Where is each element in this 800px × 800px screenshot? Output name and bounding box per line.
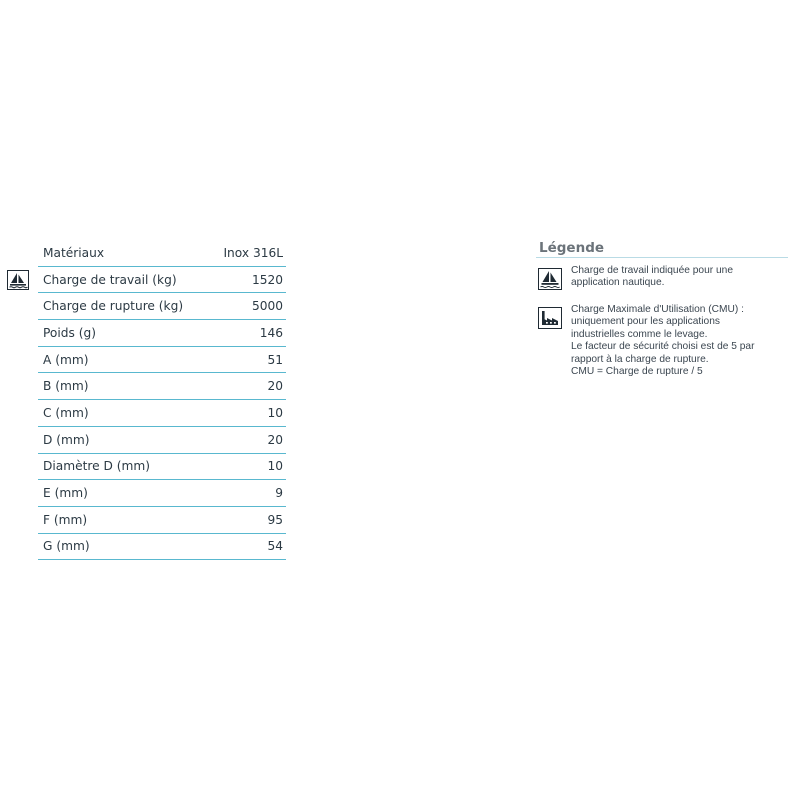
spec-label: F (mm) [43,512,88,527]
legend-line: application nautique. [571,277,665,289]
spec-label: B (mm) [43,379,89,394]
spec-value: 95 [267,512,283,527]
legend-text [571,265,781,290]
legend-line: Le facteur de sécurité choisi est de 5 par [571,341,755,353]
spec-label: D (mm) [43,432,90,447]
legend-line: rapport à la charge de rupture. [571,353,709,365]
spec-row-d [38,427,286,454]
spec-label: Diamètre D (mm) [43,459,151,474]
legend-line: CMU = Charge de rupture / 5 [571,366,703,378]
spec-label: A (mm) [43,352,89,367]
spec-label: Charge de rupture (kg) [43,299,184,314]
spec-row-charge-travail [38,267,286,294]
spec-value: 20 [267,379,283,394]
legend-item-nautique [536,265,788,290]
legend-text [571,304,781,378]
legend-line: Charge Maximale d'Utilisation (CMU) : [571,304,744,315]
spec-row-e [38,480,286,507]
spec-table [38,240,286,560]
spec-value: 9 [275,486,283,501]
spec-label: E (mm) [43,486,88,501]
legend-line: uniquement pour les applications [571,316,720,328]
spec-value: 10 [267,405,283,420]
spec-row-g [38,534,286,561]
spec-value: 146 [259,325,283,340]
legend-title: Légende [536,238,788,258]
spec-header-value: Inox 316L [223,245,283,260]
sailboat-icon [7,270,29,290]
spec-label: G (mm) [43,539,90,554]
spec-value: 54 [267,539,283,554]
sailboat-icon [538,268,562,290]
spec-header-row [38,240,286,267]
spec-row-poids [38,320,286,347]
spec-label: Poids (g) [43,325,96,340]
spec-value: 20 [267,432,283,447]
factory-icon [538,307,562,329]
spec-header-label: Matériaux [43,245,105,260]
legend [536,238,788,378]
legend-line: Charge de travail indiquée pour une [571,265,733,276]
spec-value: 10 [267,459,283,474]
spec-row-b [38,373,286,400]
spec-row-charge-rupture [38,293,286,320]
spec-label: C (mm) [43,405,89,420]
spec-value: 5000 [251,299,283,314]
spec-row-c [38,400,286,427]
spec-row-a [38,347,286,374]
legend-item-cmu [536,304,788,378]
spec-row-diametre-d [38,454,286,481]
spec-row-f [38,507,286,534]
spec-label: Charge de travail (kg) [43,272,177,287]
spec-value: 51 [267,352,283,367]
spec-value: 1520 [251,272,283,287]
legend-line: industrielles comme le levage. [571,328,708,340]
